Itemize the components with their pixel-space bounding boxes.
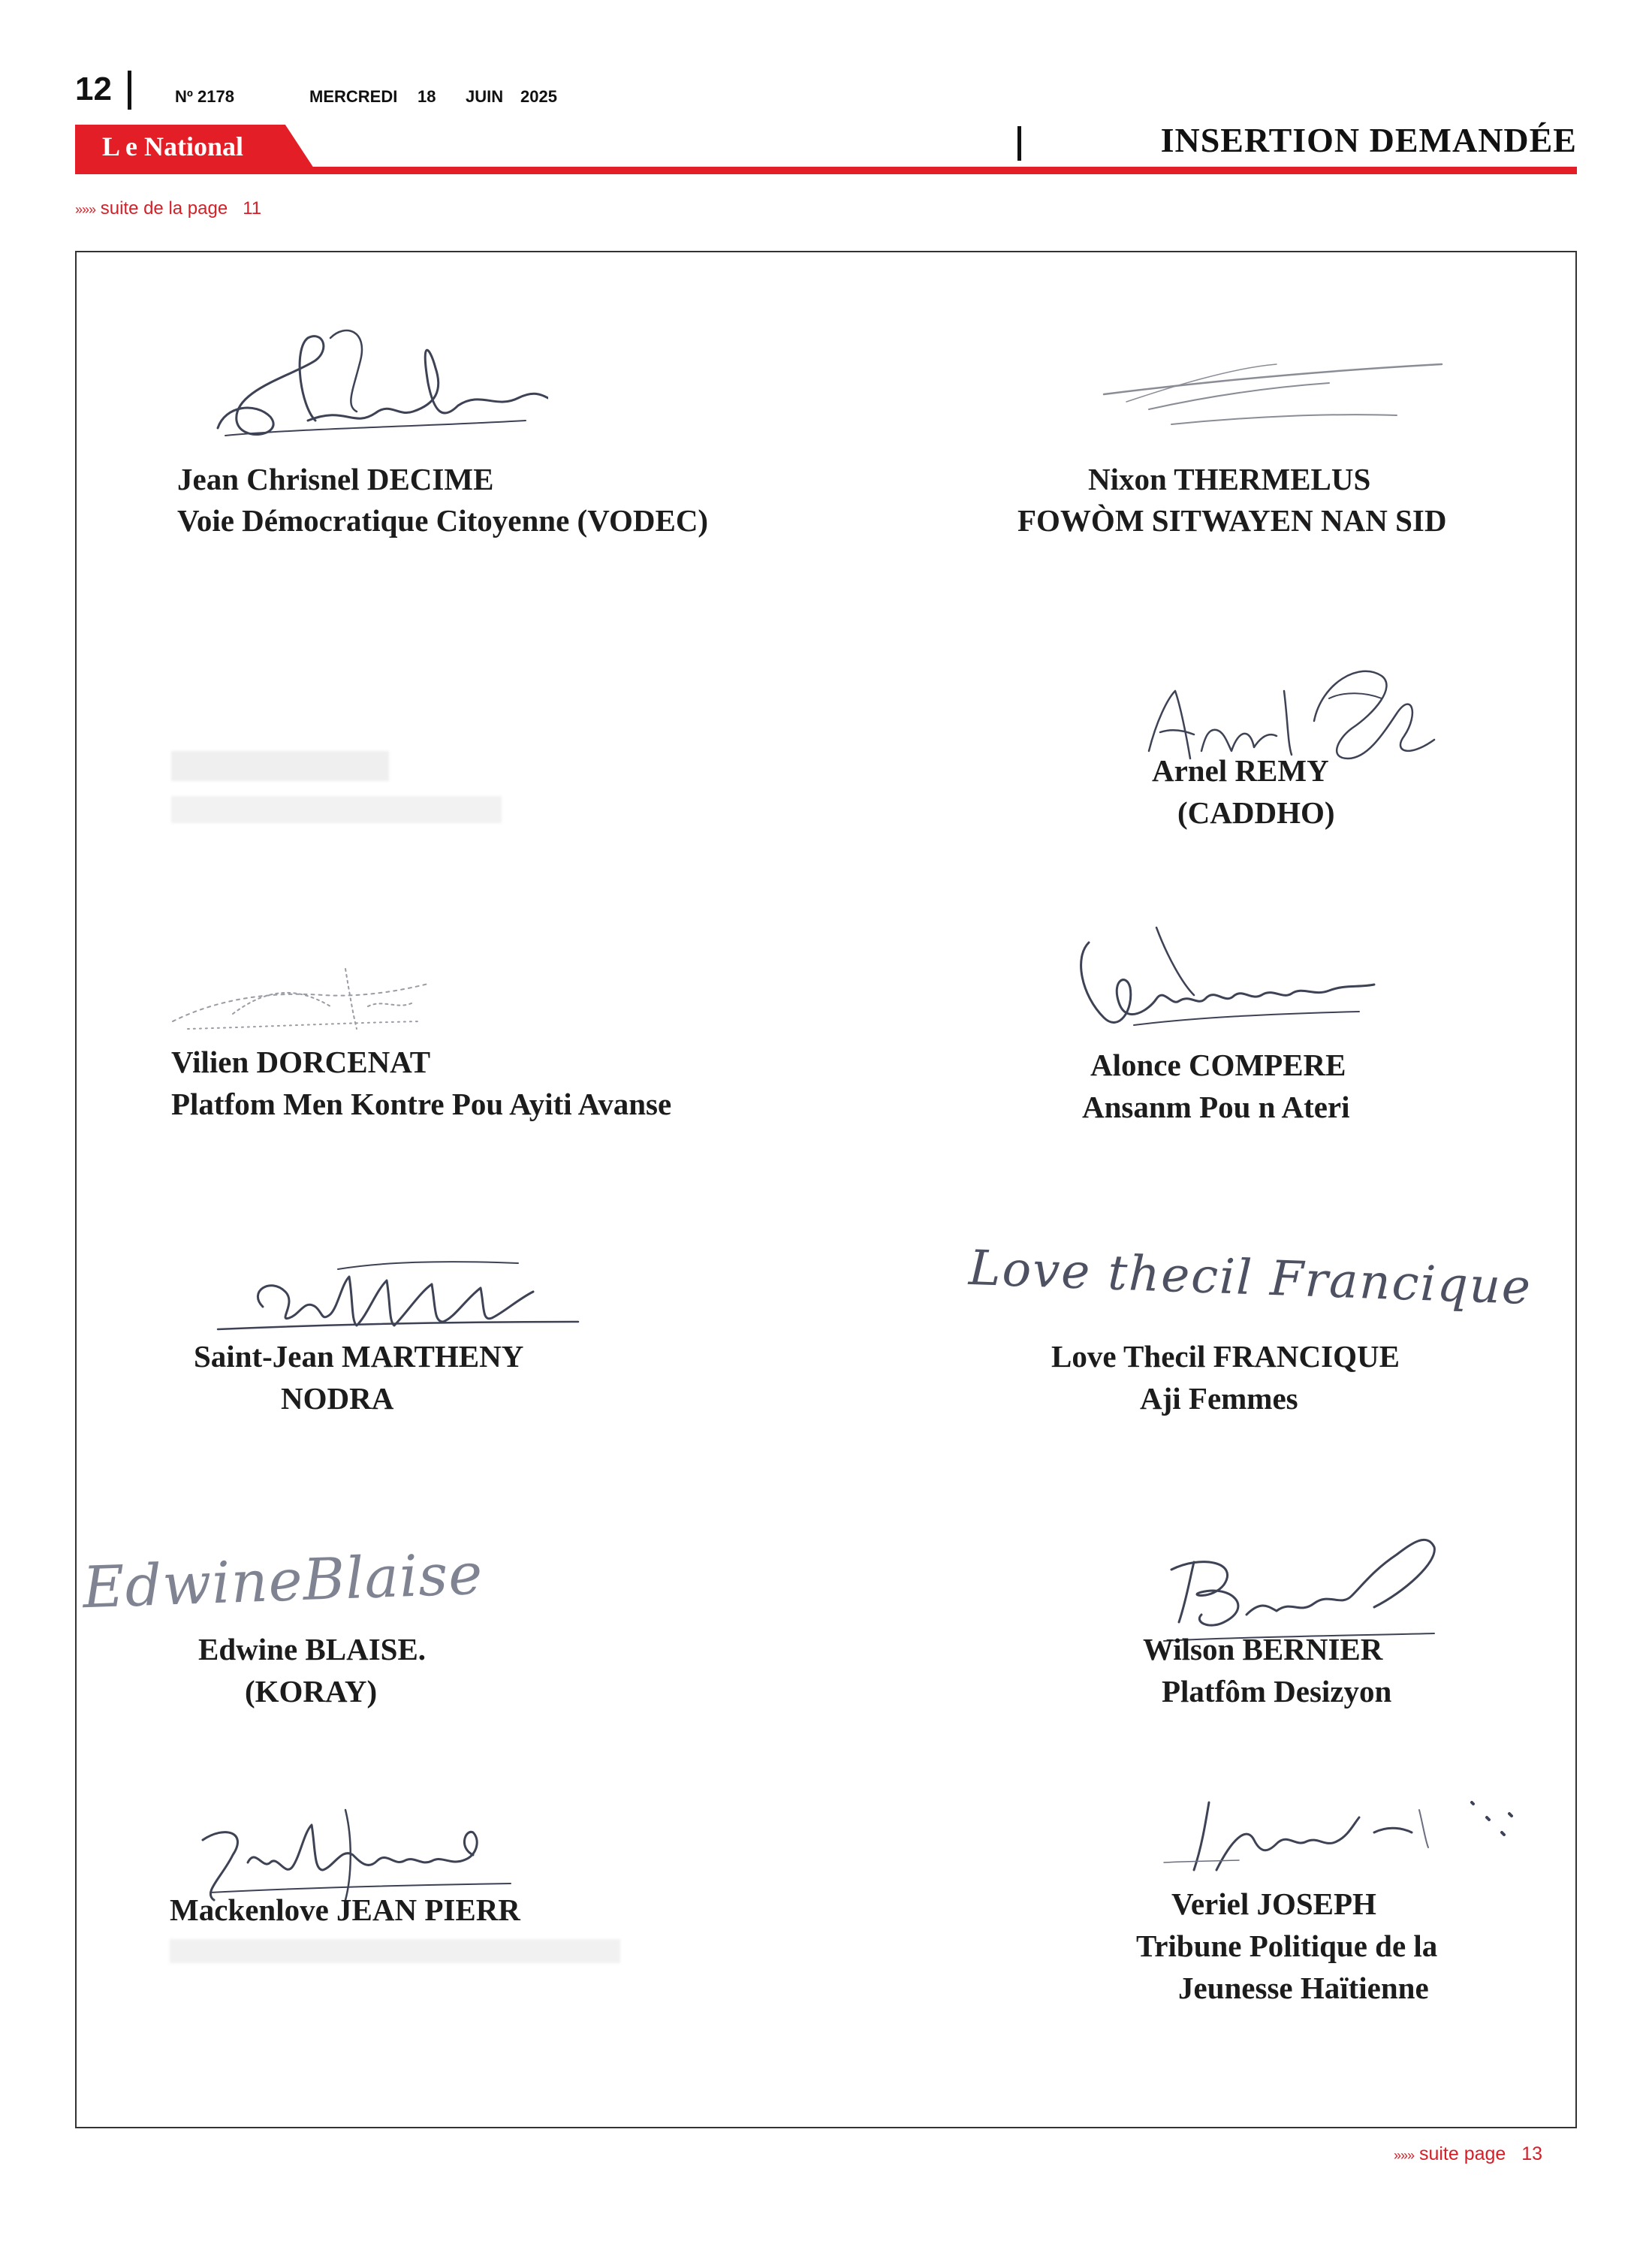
faded-org-jean-pierr [170,1939,620,1963]
continued-to-link[interactable] [1394,2143,1542,2165]
continued-page: 11 [243,198,262,219]
faded-entry-name [171,751,389,781]
faded-entry-org [171,796,502,823]
signatory-org-remy: (CADDHO) [1177,795,1335,830]
issue-number: Nº 2178 [175,87,234,106]
section-divider [1017,126,1021,161]
signatory-name-blaise: Edwine BLAISE. [198,1632,427,1666]
header-rule [75,167,1577,174]
continued-text: suite de la page [100,198,228,219]
signature-decime [195,315,548,458]
continued-text: suite page [1418,2143,1506,2164]
signatory-name-francique: Love Thecil FRANCIQUE [1051,1339,1400,1374]
signature-thermelus [1081,342,1457,447]
signature-joseph [1149,1772,1539,1893]
date-year: 2025 [520,87,557,106]
signatory-name-dorcenat: Vilien DORCENAT [171,1045,431,1079]
signatory-name-decime: Jean Chrisnel DECIME [177,462,494,496]
continued-from-link[interactable] [75,198,261,219]
date-month: JUIN [466,87,504,106]
publication-name: L e National [102,131,244,161]
page-number-divider [128,71,131,110]
signatory-org-thermelus: FOWÒM SITWAYEN NAN SID [1017,503,1447,538]
page-number: 12 [75,71,112,107]
date-weekday: MERCREDI [309,87,398,106]
section-title: INSERTION DEMANDÉE [1160,121,1577,159]
signatory-org-joseph: Tribune Politique de la [1136,1929,1438,1963]
continued-marks: »»» [75,202,96,217]
signatory-org-francique: Aji Femmes [1140,1381,1298,1416]
signatory-org-joseph-line2: Jeunesse Haïtienne [1178,1971,1429,2005]
signatory-name-jean-pierr: Mackenlove JEAN PIERR [170,1893,520,1927]
signature-dorcenat [158,939,443,1051]
signature-francique: Love thecil Francique [967,1240,1533,1317]
signatory-org-decime: Voie Démocratique Citoyenne (VODEC) [177,503,709,538]
date-day: 18 [418,87,436,106]
signatory-org-martheny: NODRA [281,1381,394,1416]
signatory-name-joseph: Veriel JOSEPH [1171,1887,1376,1921]
signatory-org-blaise: (KORAY) [245,1674,378,1709]
signatory-org-dorcenat: Platfom Men Kontre Pou Ayiti Avanse [171,1087,672,1121]
continued-page: 13 [1521,2143,1542,2164]
signatory-org-bernier: Platfôm Desizyon [1162,1674,1392,1709]
signature-blaise: EdwineBlaise [81,1540,484,1621]
signatory-name-bernier: Wilson BERNIER [1143,1632,1383,1666]
signature-compere [1044,912,1382,1051]
signatory-org-compere: Ansanm Pou n Ateri [1082,1090,1350,1124]
signatory-name-remy: Arnel REMY [1152,753,1329,788]
signatory-name-compere: Alonce COMPERE [1090,1048,1346,1082]
continued-marks: »»» [1393,2148,1415,2163]
signatory-name-thermelus: Nixon THERMELUS [1088,462,1371,496]
signatory-name-martheny: Saint-Jean MARTHENY [194,1339,524,1374]
